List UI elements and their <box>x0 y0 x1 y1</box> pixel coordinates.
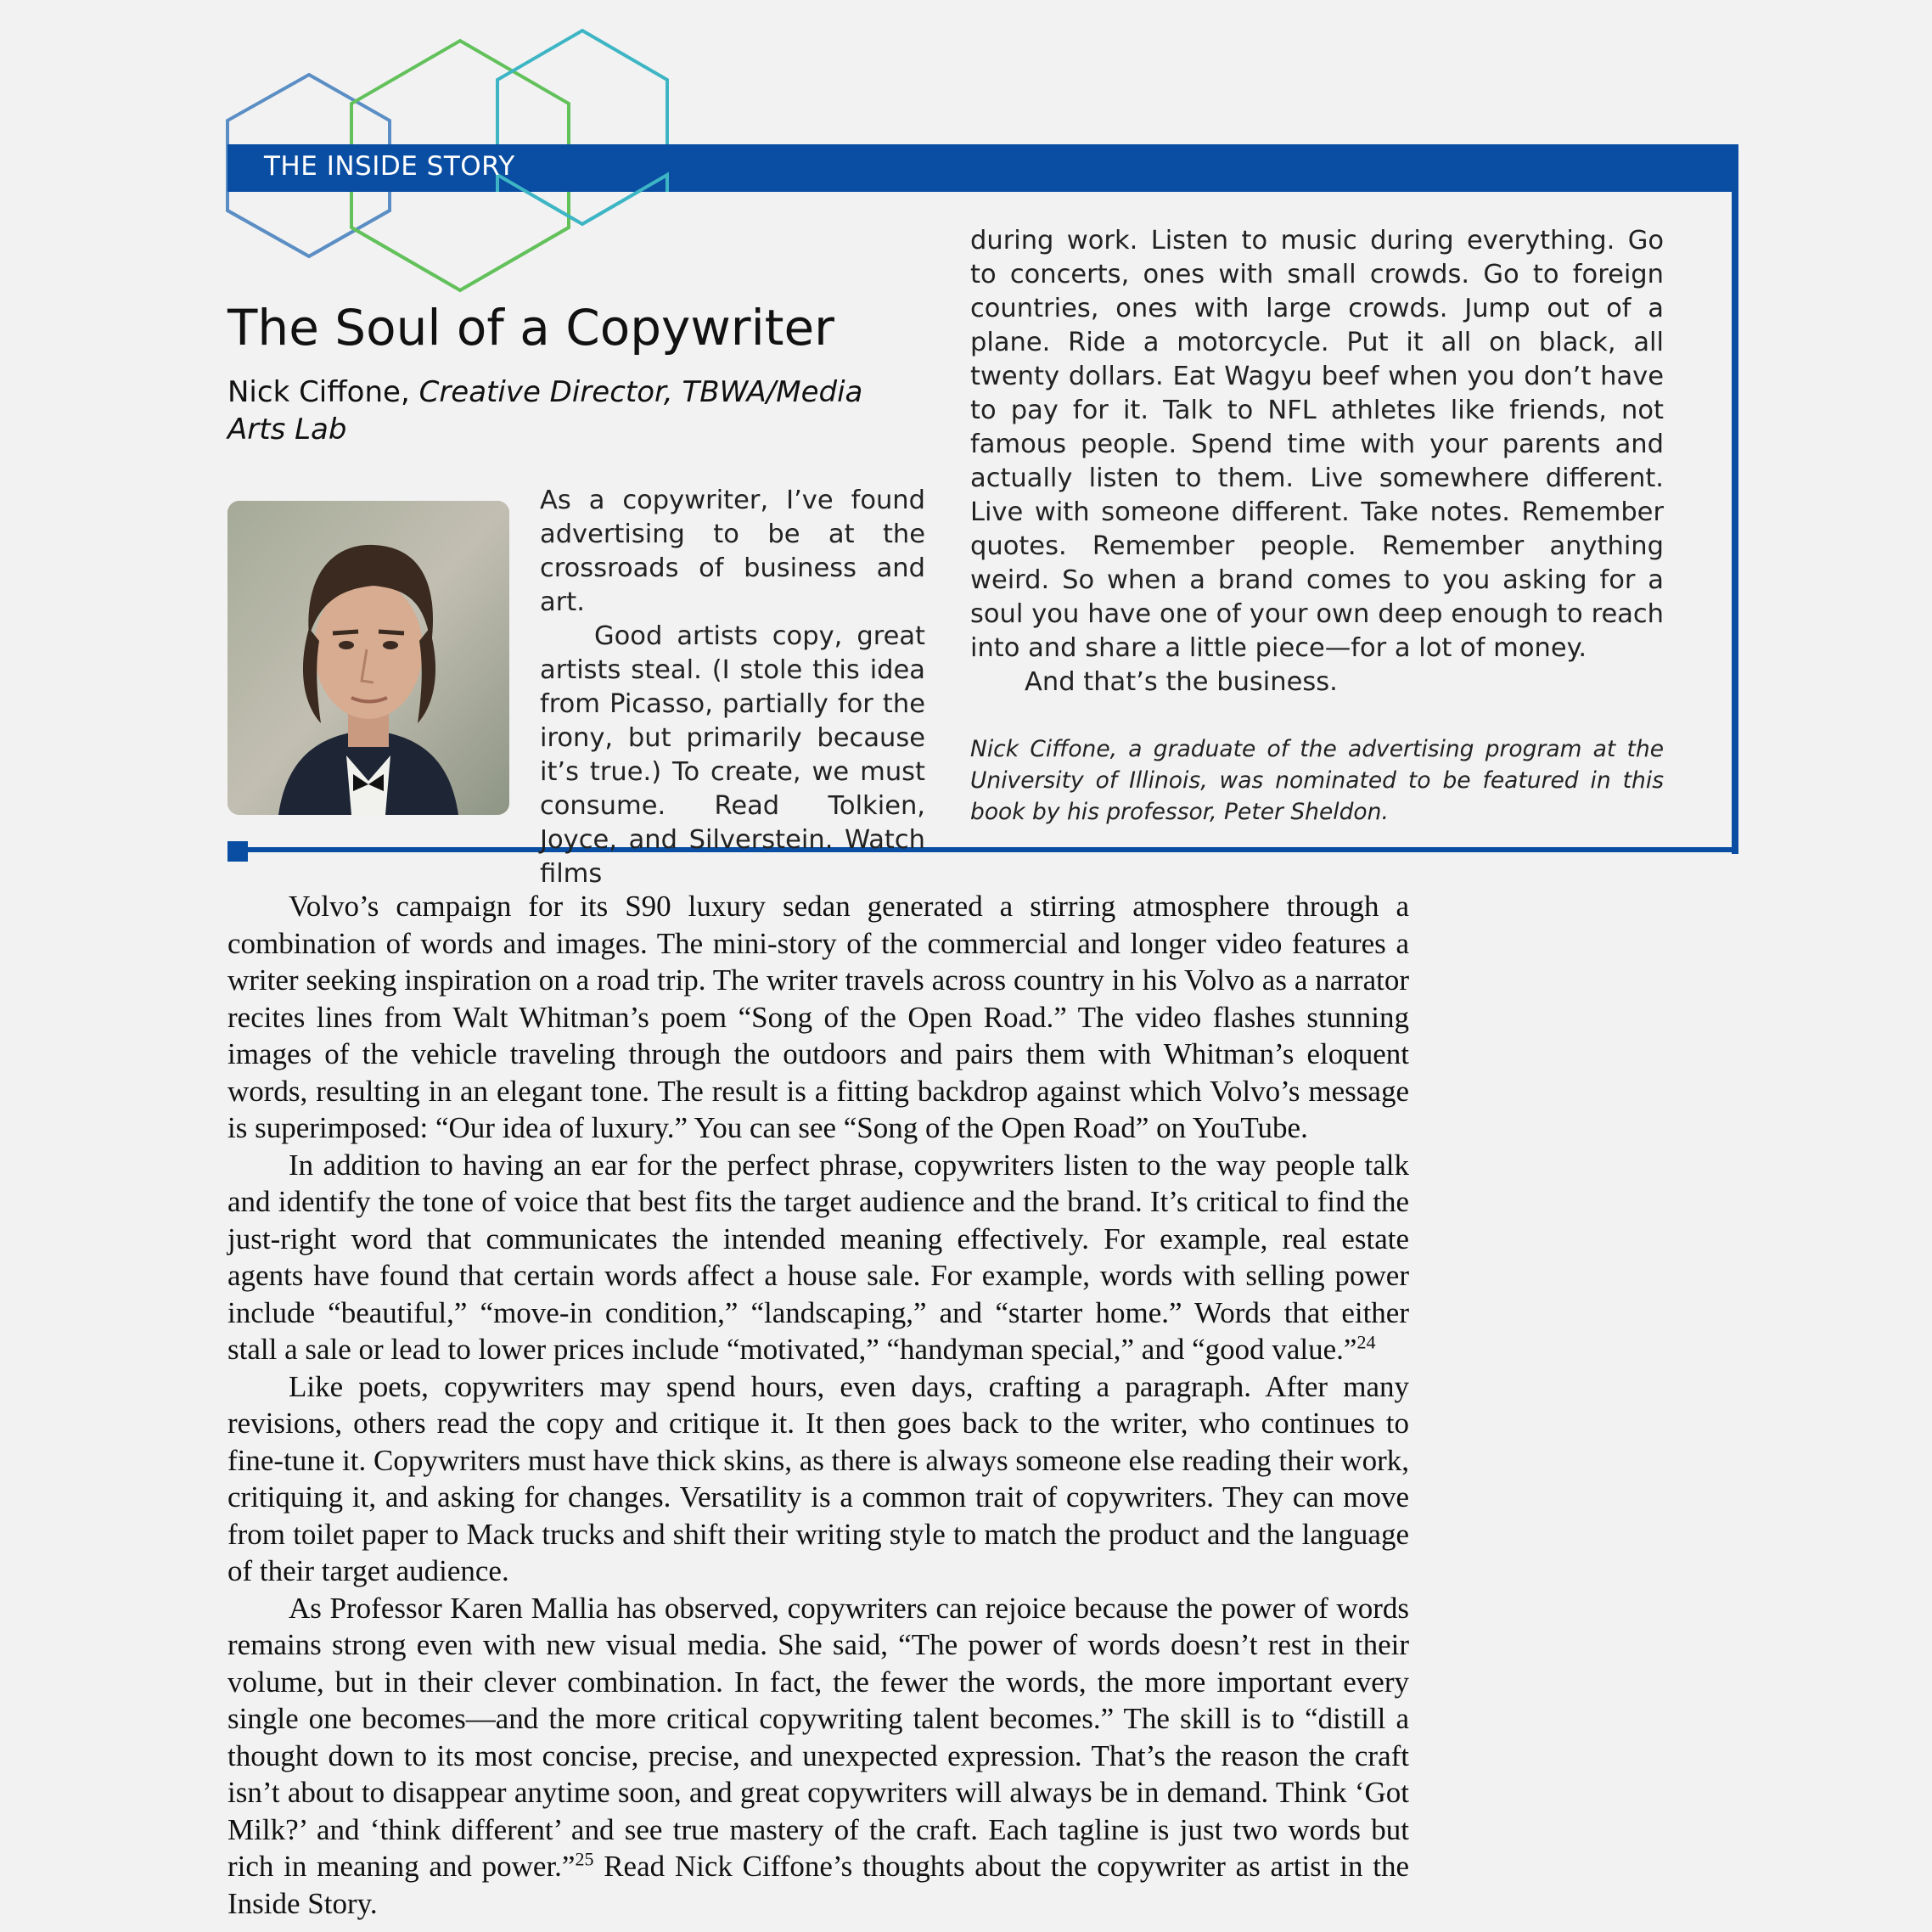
box-border-right <box>1732 144 1738 854</box>
body-paragraph: Like poets, copywriters may spend hours, even days, crafting a paragraph. After many revisions, others read the copy and critique it. It then goes back to the writer, who continues to fine-tune it. Copywriters must have thick skins, as there is always someone else reading their work, critiquing it, and asking for changes. Versatility is a common trait of copywriters. They can move from toilet paper to Mack trucks and shift their writing style to match the product and the language of their target audience. <box>227 1369 1409 1587</box>
body-paragraph <box>227 1590 1409 1923</box>
feature-paragraph: As a copywriter, I’ve found advertising to be at the crossroads of business and art. <box>540 486 925 617</box>
author-caption: Nick Ciffone, a graduate of the advertising program at the University of Illinois, was nominated to be featured in this book by his professor, Peter Sheldon. <box>970 736 1664 825</box>
feature-paragraph: And that’s the business. <box>1025 667 1338 697</box>
author-photo <box>227 501 509 815</box>
feature-title: The Soul of a Copywriter <box>227 299 835 357</box>
main-body-text <box>227 888 1409 1922</box>
body-paragraph <box>227 1147 1409 1368</box>
footnote-ref: 25 <box>575 1848 594 1870</box>
author-role: Creative Director, TBWA/Media Arts Lab <box>227 375 863 446</box>
box-corner-marker <box>227 841 248 862</box>
byline <box>227 373 907 448</box>
box-border-bottom <box>227 847 1738 852</box>
body-paragraph: Volvo’s campaign for its S90 luxury sedan generated a stirring atmosphere through a combination of words and images. The mini-story of the commercial and longer video features a writer seeking inspiration on a road trip. The writer travels across country in his Volvo as a narrator recites lines from Walt Whitman’s poem “Song of the Open Road.” The video flashes stunning images of the vehicle traveling through the outdoors and pairs them with Whitman’s eloquent words, resulting in an elegant tone. The result is a fitting backdrop against which Volvo’s message is superimposed: “Our idea of luxury.” You can see “Song of the Open Road” on YouTube. <box>227 890 1409 1144</box>
portrait-image-icon <box>227 501 509 815</box>
body-paragraph-text: As Professor Karen Mallia has observed, copywriters can rejoice because the power of words remains strong even with new visual media. She said, “The power of words doesn’t rest in their volume, but in their clever combination. In fact, the fewer the words, the more important every single one becomes—and the more critical copywriting talent becomes.” The skill is to “distill a thought down to its most concise, precise, and unexpected expression. That’s the reason the craft isn’t about to disappear anytime soon, and great copywriters will always be in demand. Think ‘Got Milk?’ and ‘think different’ and see true mastery of the craft. Each tagline is just two words but rich in meaning and power.” <box>227 1591 1409 1883</box>
footnote-ref: 24 <box>1356 1331 1376 1353</box>
body-paragraph-text: Read Nick Ciffone’s thoughts about the copywriter as artist in the Inside Story. <box>227 1850 1409 1920</box>
section-label: THE INSIDE STORY <box>264 151 515 182</box>
author-name: Nick Ciffone, <box>227 375 419 409</box>
feature-paragraph: Good artists copy, great artists steal. (I stole this idea from Picasso, partially for the irony, but primarily because it’s true.) To create, we must consume. Read Tolkien, Joyce, and Silverstein. Watch films <box>540 621 925 889</box>
feature-paragraph: during work. Listen to music during everything. Go to concerts, ones with small crowds. Go to foreign countries, ones with large crowds. Jump out of a plane. Ride a motorcycle. Put it all on black, all twenty dollars. Eat Wagyu beef when you don’t have to pay for it. Talk to NFL athletes like friends, not famous people. Spend time with your parents and actually listen to them. Live somewhere different. Live with someone different. Take notes. Remember quotes. Remember people. Remember anything weird. So when a brand comes to you asking for a soul you have one of your own deep enough to reach into and share a little piece—for a lot of money. <box>970 226 1664 663</box>
body-paragraph-text: In addition to having an ear for the perfect phrase, copywriters listen to the way people talk and identify the tone of voice that best fits the target audience and the brand. It’s critical to find the just-right word that communicates the intended meaning effectively. For example, real estate agents have found that certain words affect a house sale. For example, words with selling power include “beautiful,” “move-in condition,” “landscaping,” and “starter home.” Words that either stall a sale or lead to lower prices include “motivated,” “handyman special,” and “good value.” <box>227 1148 1409 1366</box>
feature-column-1 <box>540 484 925 891</box>
feature-column-2 <box>970 224 1664 699</box>
